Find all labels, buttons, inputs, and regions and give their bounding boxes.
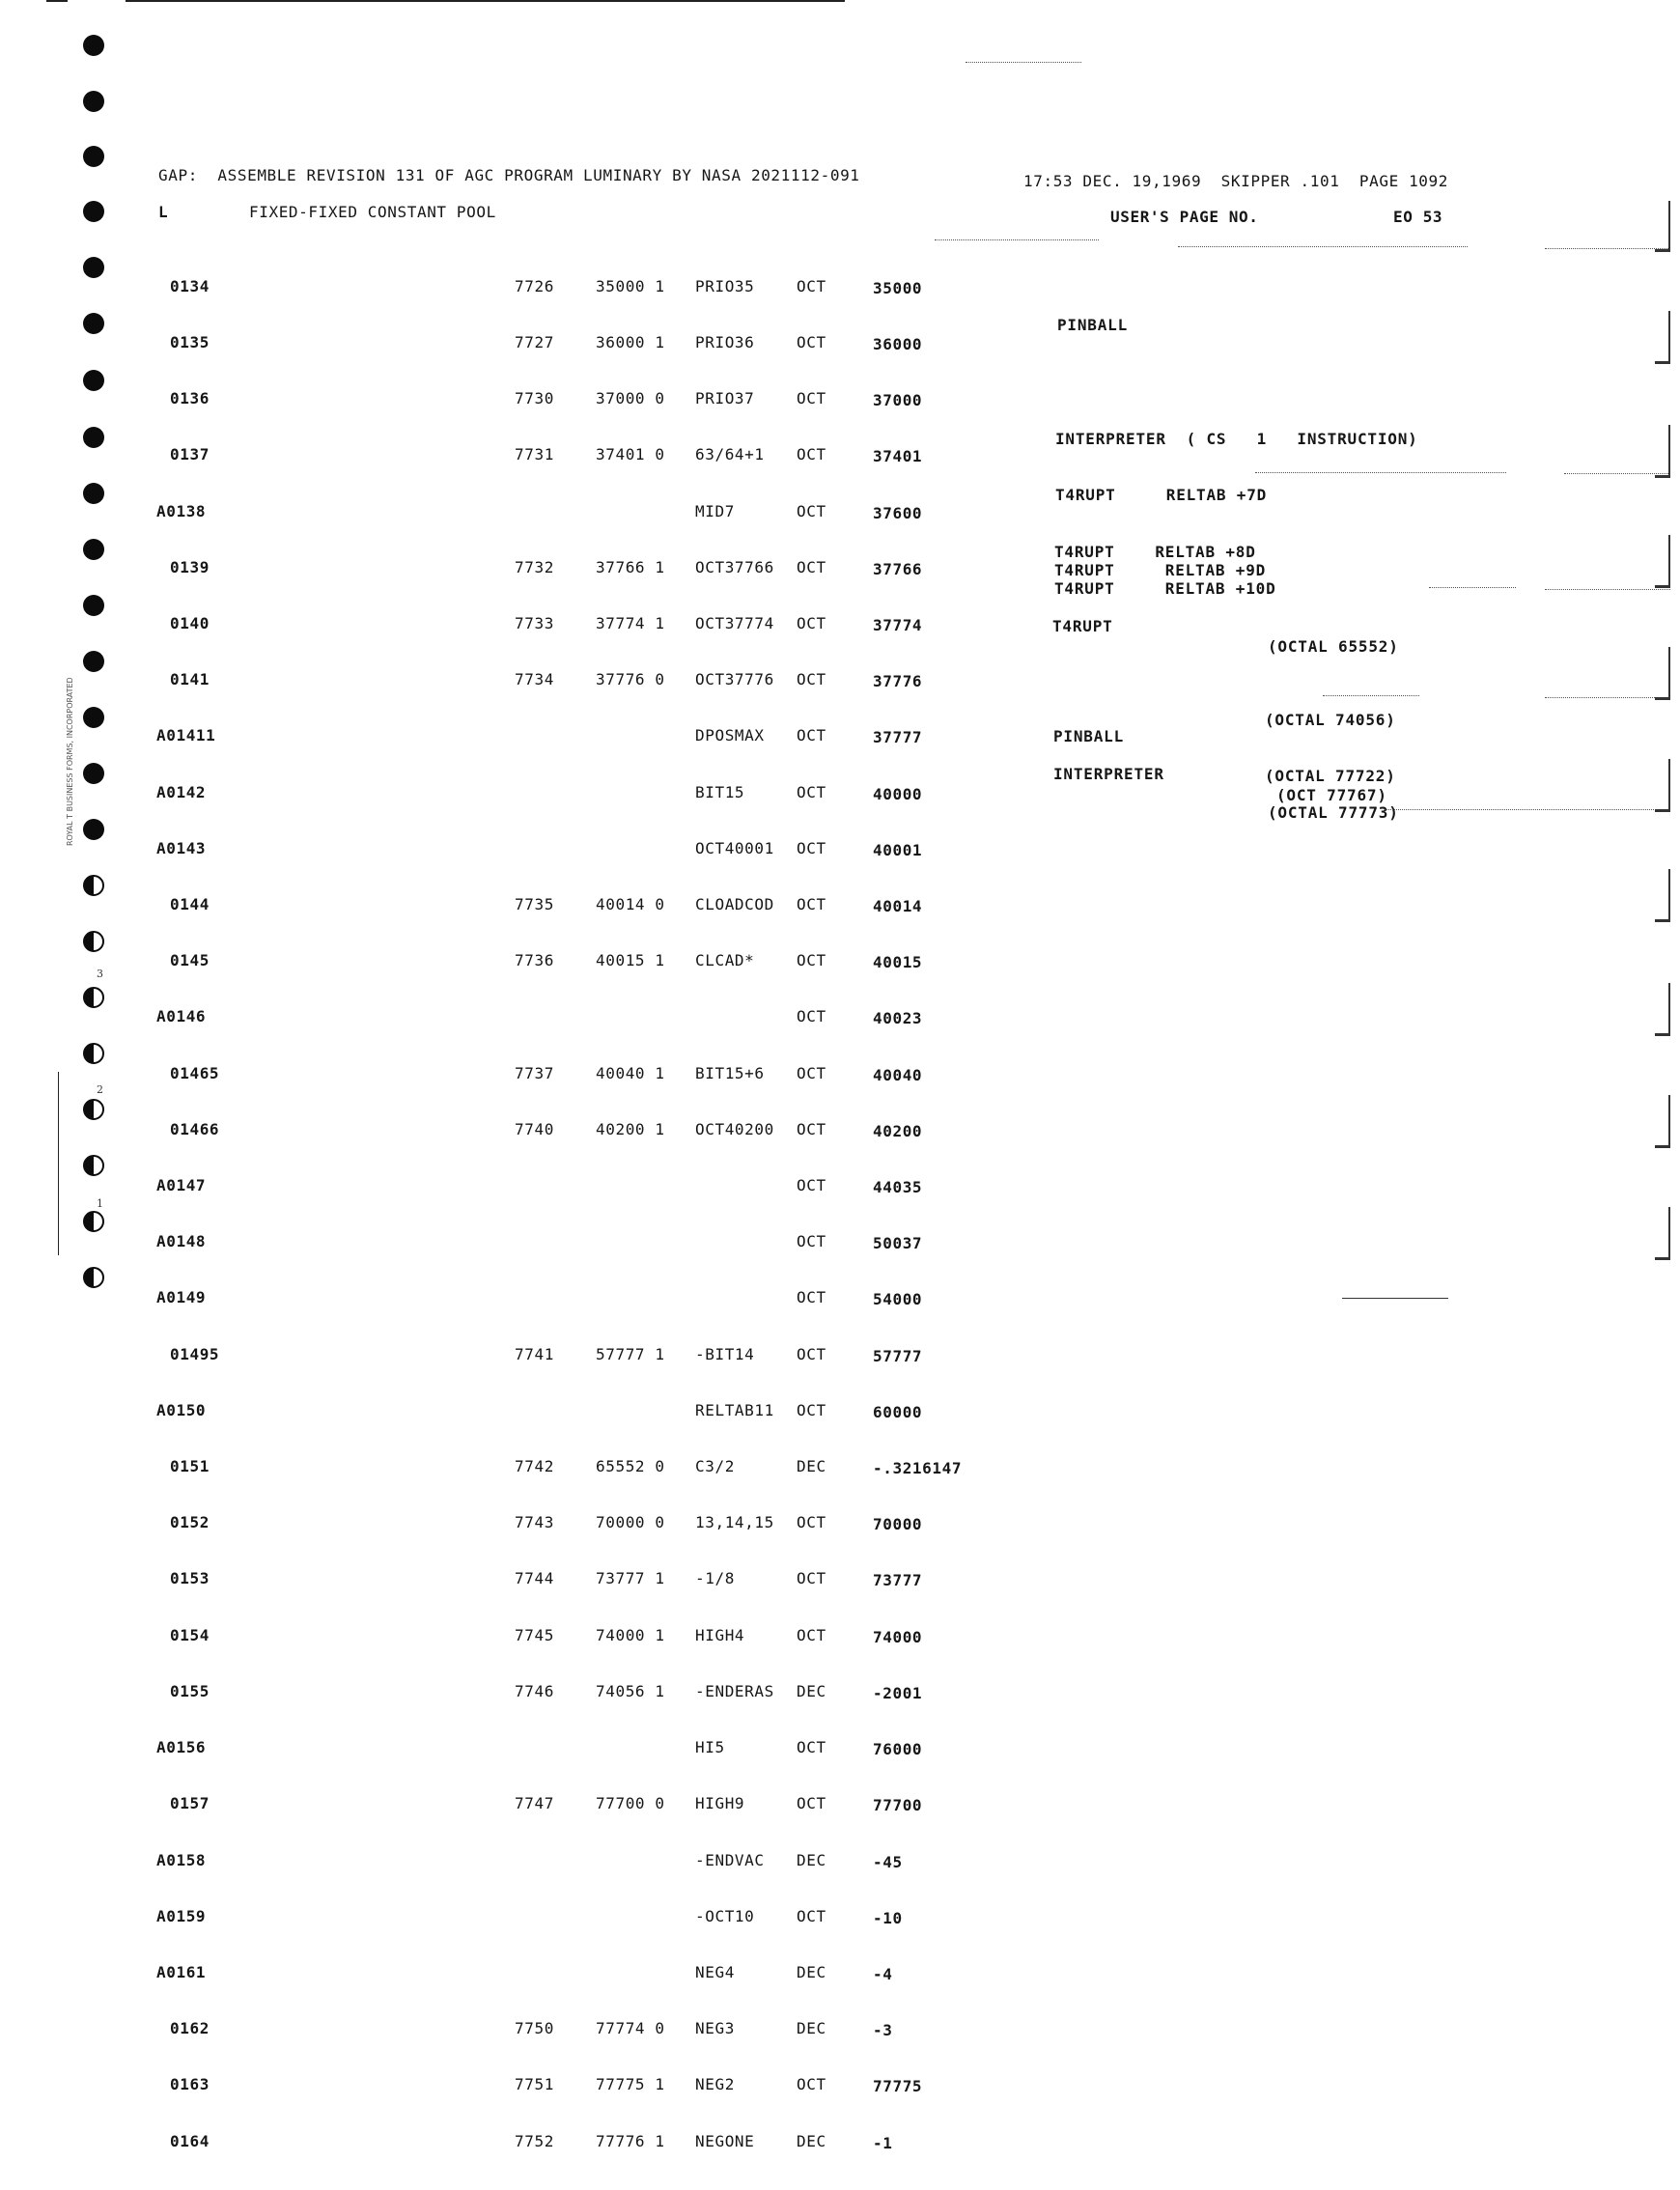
table-cell: BIT15: [695, 782, 745, 801]
table-cell: 37766 1: [596, 557, 665, 576]
table-cell: OCT: [797, 333, 826, 352]
table-cell: [515, 1963, 554, 1981]
table-cell: 37600: [873, 503, 923, 522]
scan-noise: [1545, 697, 1670, 698]
table-row: 0135: [170, 333, 210, 352]
table-cell: 7742: [515, 1457, 554, 1476]
table-cell: 7747: [515, 1794, 554, 1813]
table-cell: C3/2: [695, 1457, 735, 1476]
table-cell: 37776 0: [596, 670, 665, 689]
feed-hole: [83, 539, 104, 560]
table-cell: 7727: [515, 333, 554, 352]
table-cell: 57777 1: [596, 1344, 665, 1363]
table-cell: NEG4: [695, 1962, 735, 1981]
table-cell: OCT: [797, 1794, 826, 1813]
feed-hole: [83, 257, 104, 278]
table-cell: -ENDERAS: [695, 1681, 774, 1700]
table-cell: 7744: [515, 1569, 554, 1588]
table-cell: 7735: [515, 895, 554, 914]
table-cell: [515, 1232, 554, 1250]
table-cell: -10: [873, 1908, 903, 1927]
listing-labels: [695, 239, 774, 2188]
margin-bracket: [1655, 869, 1670, 922]
table-cell: OCT: [797, 1063, 826, 1082]
table-cell: [515, 1176, 554, 1194]
table-row: 0152: [170, 1513, 210, 1532]
table-cell: 7743: [515, 1513, 554, 1532]
table-cell: [515, 839, 554, 857]
table-cell: OCT: [797, 276, 826, 295]
listing-words: [596, 239, 665, 2188]
table-cell: -4: [873, 1964, 893, 1983]
annotation-interpreter: INTERPRETER ( CS 1 INSTRUCTION): [1055, 430, 1418, 448]
table-cell: OCT: [797, 1007, 826, 1026]
table-cell: OCT: [797, 1119, 826, 1138]
scan-noise: [1255, 472, 1506, 473]
feed-hole: [83, 707, 104, 728]
table-cell: OCT: [797, 501, 826, 520]
table-cell: -BIT14: [695, 1344, 755, 1363]
table-cell: -2001: [873, 1683, 923, 1702]
table-cell: 7750: [515, 2019, 554, 2038]
table-cell: 37774: [873, 616, 923, 635]
feed-hole: [83, 313, 104, 334]
margin-bracket: [1655, 983, 1670, 1036]
table-cell: 54000: [873, 1290, 923, 1309]
table-cell: 7732: [515, 557, 554, 576]
header-marker: L: [158, 203, 169, 221]
table-cell: 37000: [873, 391, 923, 410]
table-cell: OCT: [797, 838, 826, 857]
table-cell: 7733: [515, 614, 554, 633]
table-cell: 7741: [515, 1344, 554, 1363]
table-cell: 40015 1: [596, 951, 665, 970]
table-cell: 40014: [873, 897, 923, 916]
table-cell: 36000: [873, 335, 923, 354]
feed-hole: [83, 1155, 104, 1176]
table-cell: [596, 726, 665, 744]
table-row: A0149: [156, 1288, 207, 1307]
table-cell: 37777: [873, 728, 923, 747]
feed-hole: [83, 651, 104, 672]
table-cell: DEC: [797, 2131, 826, 2150]
table-cell: OCT: [797, 1569, 826, 1588]
margin-number: 2: [97, 1083, 103, 1096]
table-cell: 65552 0: [596, 1457, 665, 1476]
table-cell: HI5: [695, 1738, 725, 1757]
annotation-octal: (OCTAL 77722): [1265, 767, 1396, 785]
table-cell: CLCAD*: [695, 951, 755, 970]
table-row: 01466: [170, 1119, 220, 1138]
table-cell: OCT: [797, 2075, 826, 2094]
table-cell: OCT: [797, 614, 826, 633]
scan-noise: [966, 62, 1081, 63]
annotation-pinball: PINBALL: [1057, 316, 1129, 334]
table-cell: 40023: [873, 1009, 923, 1028]
table-cell: 73777 1: [596, 1569, 665, 1588]
table-row: 0141: [170, 670, 210, 689]
table-cell: 35000 1: [596, 276, 665, 295]
table-row: A0138: [156, 501, 207, 520]
table-cell: OCT: [797, 895, 826, 914]
table-cell: OCT37766: [695, 557, 774, 576]
table-row: A0143: [156, 838, 207, 857]
table-cell: 76000: [873, 1740, 923, 1759]
table-cell: -.3216147: [873, 1459, 963, 1478]
table-cell: 37774 1: [596, 614, 665, 633]
table-cell: PRIO36: [695, 333, 755, 352]
table-cell: DEC: [797, 1457, 826, 1476]
table-row: 0137: [170, 445, 210, 464]
table-cell: 37766: [873, 559, 923, 578]
table-cell: DEC: [797, 1850, 826, 1869]
annotation-t4rupt: T4RUPT RELTAB +9D: [1054, 561, 1267, 579]
table-cell: 74056 1: [596, 1681, 665, 1700]
table-cell: OCT: [797, 1400, 826, 1419]
table-cell: 77700 0: [596, 1794, 665, 1813]
table-cell: [596, 1007, 665, 1025]
table-cell: OCT: [797, 670, 826, 689]
table-cell: 73777: [873, 1571, 923, 1590]
table-cell: 37776: [873, 672, 923, 691]
scan-noise: [1545, 589, 1670, 590]
table-row: 0136: [170, 389, 210, 408]
eo-label: EO 53: [1393, 208, 1443, 226]
table-row: A0158: [156, 1850, 207, 1869]
table-cell: [515, 502, 554, 520]
feed-hole: [83, 91, 104, 112]
table-cell: NEGONE: [695, 2131, 755, 2150]
table-cell: 74000 1: [596, 1625, 665, 1644]
table-cell: OCT: [797, 389, 826, 408]
users-page-label: USER'S PAGE NO.: [1110, 208, 1259, 226]
table-cell: 7731: [515, 445, 554, 464]
margin-bracket: [1655, 201, 1670, 252]
table-row: 0145: [170, 951, 210, 970]
table-cell: OCT37776: [695, 670, 774, 689]
table-row: A0156: [156, 1738, 207, 1757]
table-cell: PRIO37: [695, 389, 755, 408]
page-section-title: FIXED-FIXED CONSTANT POOL: [249, 203, 496, 221]
table-cell: [596, 1963, 665, 1981]
table-cell: OCT: [797, 782, 826, 801]
table-cell: OCT: [797, 1513, 826, 1532]
table-cell: [695, 1232, 774, 1250]
table-cell: 40001: [873, 840, 923, 859]
table-cell: [596, 1851, 665, 1869]
table-row: 0164: [170, 2131, 210, 2150]
table-cell: [596, 1738, 665, 1756]
table-cell: 7745: [515, 1625, 554, 1644]
header-line-1-right: 17:53 DEC. 19,1969 SKIPPER .101 PAGE 1092: [1023, 172, 1449, 190]
table-cell: 37401: [873, 447, 923, 466]
table-cell: 60000: [873, 1402, 923, 1421]
table-cell: [515, 1288, 554, 1306]
form-maker-imprint: ROYAL T BUSINESS FORMS, INCORPORATED: [66, 677, 74, 846]
table-cell: OCT: [797, 557, 826, 576]
table-cell: PRIO35: [695, 276, 755, 295]
feed-hole: [83, 819, 104, 840]
scan-noise: [1545, 248, 1670, 249]
table-row: 0144: [170, 895, 210, 914]
table-cell: OCT37774: [695, 614, 774, 633]
scan-noise: [935, 239, 1099, 240]
feed-hole: [83, 987, 104, 1008]
table-cell: HIGH9: [695, 1794, 745, 1813]
table-cell: 36000 1: [596, 333, 665, 352]
table-cell: DEC: [797, 1681, 826, 1700]
table-cell: [515, 1007, 554, 1025]
table-cell: [596, 502, 665, 520]
bottom-rule: [1342, 1298, 1448, 1299]
margin-bracket: [1655, 647, 1670, 700]
table-cell: 40040 1: [596, 1063, 665, 1082]
table-cell: [596, 1907, 665, 1925]
table-cell: OCT: [797, 726, 826, 745]
margin-bracket: [1655, 535, 1670, 588]
feed-hole: [83, 1267, 104, 1288]
table-cell: -45: [873, 1852, 903, 1871]
table-cell: 77775 1: [596, 2075, 665, 2094]
annotation-octal: (OCTAL 65552): [1268, 637, 1399, 656]
table-cell: 40015: [873, 953, 923, 972]
table-cell: MID7: [695, 501, 735, 520]
margin-bracket: [1655, 425, 1670, 478]
table-row: 0139: [170, 557, 210, 576]
feed-hole: [83, 595, 104, 616]
scan-noise: [1386, 809, 1666, 810]
table-cell: -OCT10: [695, 1906, 755, 1925]
table-row: 0151: [170, 1457, 210, 1476]
table-cell: 74000: [873, 1627, 923, 1646]
feed-hole: [83, 201, 104, 222]
table-cell: DPOSMAX: [695, 726, 765, 745]
table-cell: OCT: [797, 1738, 826, 1757]
table-row: A0147: [156, 1176, 207, 1195]
table-cell: OCT40001: [695, 838, 774, 857]
table-row: 0153: [170, 1569, 210, 1588]
annotation-interpreter: INTERPRETER: [1053, 765, 1164, 783]
table-cell: 7726: [515, 276, 554, 295]
table-cell: 37401 0: [596, 445, 665, 464]
table-cell: [695, 1007, 774, 1025]
table-cell: 50037: [873, 1234, 923, 1253]
table-row: A01411: [156, 726, 216, 745]
table-row: 01495: [170, 1344, 220, 1363]
margin-number: 3: [97, 968, 103, 980]
table-row: A0159: [156, 1906, 207, 1925]
left-margin-rule: [58, 1072, 59, 1255]
table-row: 01465: [170, 1063, 220, 1082]
table-cell: OCT: [797, 1906, 826, 1925]
table-row: A0146: [156, 1007, 207, 1026]
table-cell: -1: [873, 2133, 893, 2152]
table-cell: [515, 726, 554, 744]
table-cell: 7737: [515, 1063, 554, 1082]
table-cell: [695, 1288, 774, 1306]
feed-hole: [83, 483, 104, 504]
feed-hole: [83, 1043, 104, 1064]
table-cell: NEG3: [695, 2019, 735, 2038]
table-row: A0150: [156, 1400, 207, 1419]
table-row: 0154: [170, 1625, 210, 1644]
listing-addresses: [515, 239, 554, 2188]
table-cell: OCT40200: [695, 1119, 774, 1138]
table-cell: -3: [873, 2021, 893, 2040]
margin-bracket: [1655, 1095, 1670, 1148]
table-cell: RELTAB11: [695, 1400, 774, 1419]
feed-hole: [83, 931, 104, 952]
feed-hole: [83, 763, 104, 784]
table-row: A0161: [156, 1962, 207, 1981]
listing-opcodes: [797, 239, 836, 2188]
table-cell: 70000: [873, 1515, 923, 1534]
top-edge-short: [46, 0, 68, 2]
scan-noise: [1323, 695, 1419, 696]
table-row: 0155: [170, 1681, 210, 1700]
table-cell: DEC: [797, 2019, 826, 2038]
annotation-octal: (OCT 77767): [1276, 786, 1387, 804]
table-cell: 37000 0: [596, 389, 665, 408]
annotation-t4rupt: T4RUPT: [1052, 617, 1113, 635]
annotation-octal: (OCTAL 74056): [1265, 711, 1396, 729]
feed-hole: [83, 35, 104, 56]
table-cell: OCT: [797, 1288, 826, 1307]
table-cell: [596, 1232, 665, 1250]
table-cell: 44035: [873, 1178, 923, 1197]
margin-number: 1: [97, 1197, 103, 1210]
feed-hole: [83, 1099, 104, 1120]
scan-noise: [1178, 246, 1468, 247]
table-cell: OCT: [797, 1176, 826, 1195]
table-cell: 40200: [873, 1121, 923, 1140]
table-cell: [515, 1738, 554, 1756]
table-cell: HIGH4: [695, 1625, 745, 1644]
table-row: A0142: [156, 782, 207, 801]
table-cell: 7752: [515, 2131, 554, 2150]
table-cell: 77774 0: [596, 2019, 665, 2038]
table-cell: [515, 1851, 554, 1869]
annotation-t4rupt: T4RUPT RELTAB +8D: [1054, 543, 1256, 561]
table-cell: [515, 1401, 554, 1419]
table-cell: 40040: [873, 1065, 923, 1084]
table-cell: -ENDVAC: [695, 1850, 765, 1869]
header-line-1-left: GAP: ASSEMBLE REVISION 131 OF AGC PROGRAM LUMINARY BY NASA 2021112-091: [158, 166, 860, 184]
table-cell: [596, 1288, 665, 1306]
margin-bracket: [1655, 311, 1670, 364]
margin-bracket: [1655, 1207, 1670, 1260]
table-cell: 13,14,15: [695, 1513, 774, 1532]
table-cell: [515, 1907, 554, 1925]
listing-operands: [873, 241, 962, 2190]
table-cell: [596, 1176, 665, 1194]
table-cell: [596, 783, 665, 801]
table-cell: 63/64+1: [695, 445, 765, 464]
table-cell: 57777: [873, 1346, 923, 1365]
table-cell: [515, 783, 554, 801]
table-row: 0162: [170, 2019, 210, 2038]
table-cell: 7751: [515, 2075, 554, 2094]
annotation-pinball: PINBALL: [1053, 727, 1125, 745]
feed-hole: [83, 427, 104, 448]
table-cell: NEG2: [695, 2075, 735, 2094]
table-cell: CLOADCOD: [695, 895, 774, 914]
table-cell: 7730: [515, 389, 554, 408]
table-cell: [596, 839, 665, 857]
table-cell: -1/8: [695, 1569, 735, 1588]
annotation-octal: (OCTAL 77773): [1268, 803, 1399, 822]
table-cell: [695, 1176, 774, 1194]
table-cell: 77776 1: [596, 2131, 665, 2150]
feed-hole: [83, 370, 104, 391]
table-row: 0134: [170, 276, 210, 295]
table-cell: 35000: [873, 278, 923, 297]
table-cell: 40014 0: [596, 895, 665, 914]
feed-hole: [83, 875, 104, 896]
table-cell: 40200 1: [596, 1119, 665, 1138]
margin-bracket: [1655, 759, 1670, 812]
table-cell: 7736: [515, 951, 554, 970]
top-edge-long: [126, 0, 845, 2]
table-cell: OCT: [797, 445, 826, 464]
table-cell: BIT15+6: [695, 1063, 765, 1082]
table-cell: 77700: [873, 1796, 923, 1815]
annotation-t4rupt: T4RUPT RELTAB +7D: [1055, 486, 1268, 504]
table-cell: OCT: [797, 1344, 826, 1363]
table-row: 0163: [170, 2075, 210, 2094]
table-cell: [596, 1401, 665, 1419]
table-row: A0148: [156, 1232, 207, 1251]
table-cell: 77775: [873, 2077, 923, 2096]
table-cell: OCT: [797, 1232, 826, 1251]
table-cell: 70000 0: [596, 1513, 665, 1532]
feed-hole: [83, 146, 104, 167]
table-row: 0140: [170, 614, 210, 633]
table-cell: 7734: [515, 670, 554, 689]
table-row: 0157: [170, 1794, 210, 1813]
table-cell: 7740: [515, 1119, 554, 1138]
table-cell: 7746: [515, 1681, 554, 1700]
table-cell: 40000: [873, 784, 923, 803]
table-cell: OCT: [797, 1625, 826, 1644]
table-cell: DEC: [797, 1962, 826, 1981]
feed-hole: [83, 1211, 104, 1232]
scan-noise: [1429, 587, 1516, 588]
annotation-t4rupt: T4RUPT RELTAB +10D: [1054, 579, 1276, 598]
listing-line-numbers: [156, 239, 219, 2188]
table-cell: OCT: [797, 951, 826, 970]
